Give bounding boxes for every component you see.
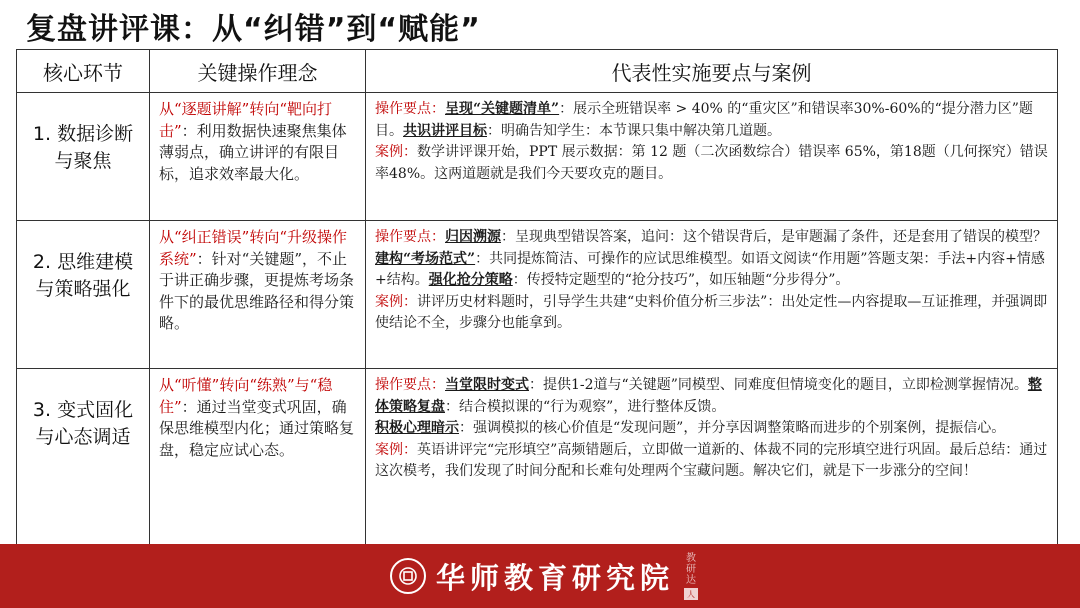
stage-title-line1: 1. 数据诊断 <box>32 123 134 145</box>
detail-keypoint: 当堂限时变式 <box>445 377 529 393</box>
detail-text: ：呈现典型错误答案，追问：这个错误背后，是审题漏了条件，还是套用了错误的模型？ <box>501 229 1047 245</box>
brand-name: 华师教育研究院 <box>436 560 675 595</box>
idea-highlight: 从“听懂”转向“练熟”与“稳住” <box>159 376 333 416</box>
idea-text: ：针对“关键题”，不止于讲正确步骤，更提炼考场条件下的最优思维路径和得分策略。 <box>159 249 355 332</box>
case-detail-cell <box>366 221 1058 369</box>
detail-label: 操作要点： <box>375 101 445 117</box>
core-stage-cell <box>17 221 150 369</box>
core-stage-cell <box>17 93 150 221</box>
stage-title-line2: 与策略强化 <box>35 278 131 300</box>
header-cases: 代表性实施要点与案例 <box>366 50 1058 93</box>
idea-text: ：通过当堂变式巩固，确保思维模型内化；通过策略复盘，稳定应试心态。 <box>159 397 355 459</box>
detail-label: 操作要点： <box>375 229 445 245</box>
idea-text: ：利用数据快速聚焦集体薄弱点，确立讲评的有限目标，追求效率最大化。 <box>159 121 347 183</box>
detail-text: 讲评历史材料题时，引导学生共建“史料价值分析三步法”：出处定性—内容提取—互证推理，并强调即使结论不全，步骤分也能拿到。 <box>375 293 1048 331</box>
key-idea-cell <box>150 221 366 369</box>
idea-highlight: 从“逐题讲解”转向“靶向打击” <box>159 100 333 140</box>
brand <box>390 556 674 596</box>
detail-keypoint: 共识讲评目标 <box>403 122 487 139</box>
detail-keypoint: 强化抢分策略 <box>428 272 513 288</box>
footer-bar <box>0 544 1080 608</box>
table-row <box>17 369 1058 547</box>
core-stage-cell <box>17 369 150 547</box>
detail-keypoint: 整体策略复盘 <box>375 377 1042 415</box>
detail-label: 案例： <box>375 293 417 310</box>
detail-text: ：传授特定题型的“抢分技巧”，如压轴题“分步得分”。 <box>512 272 850 288</box>
detail-text: ：强调模拟的核心价值是“发现问题”，并分享因调整策略而进步的个别案例，提振信心。 <box>459 420 1006 436</box>
page-title: 复盘讲评课：从“纠错”到“赋能” <box>26 12 481 47</box>
detail-text: 英语讲评完“完形填空”高频错题后，立即做一道新的、体裁不同的完形填空进行巩固。最后总结：通过这次模考，我们发现了时间分配和长难句处理两个宝藏问题。解决它们，就是下一步涨分的空间！ <box>375 441 1048 479</box>
detail-text: ：结合模拟课的“行为观察”，进行整体反馈。 <box>445 398 726 415</box>
table-row <box>17 93 1058 221</box>
header-core-stage: 核心环节 <box>17 50 150 93</box>
case-detail-cell <box>366 369 1058 547</box>
key-idea-cell <box>150 369 366 547</box>
svg-text:达: 达 <box>686 575 696 586</box>
header-key-idea: 关键操作理念 <box>150 50 366 93</box>
detail-text: ：明确告知学生：本节课只集中解决第几道题。 <box>487 122 781 139</box>
detail-label: 案例： <box>375 144 417 160</box>
detail-keypoint: 呈现“关键题清单” <box>445 101 560 117</box>
svg-text:研: 研 <box>686 564 696 575</box>
detail-text: ：提供1-2道与“关键题”同模型、同难度但情境变化的题目，立即检测掌握情况。 <box>529 377 1028 393</box>
detail-text: ：展示全班错误率 > 40% 的“重灾区”和错误率30%-60%的“提分潜力区”题目。 <box>375 101 1033 139</box>
table-row <box>17 221 1058 369</box>
content-table <box>16 49 1058 547</box>
detail-text: ：共同提炼简洁、可操作的应试思维模型。如语文阅读“作用题”答题支架：手法+内容+情感+结构。 <box>375 250 1045 288</box>
detail-text: 数学讲评课开始，PPT 展示数据：第 12 题（二次函数综合）错误率 65%，第18题（几何探究）错误率48%。这两道题就是我们今天要攻克的题目。 <box>375 144 1048 182</box>
stage-title-line2: 与聚焦 <box>54 150 112 172</box>
stage-title-line1: 3. 变式固化 <box>32 399 134 421</box>
detail-label: 案例： <box>375 441 417 458</box>
stage-title-line2: 与心态调适 <box>35 426 131 448</box>
svg-text:人: 人 <box>687 590 695 599</box>
detail-keypoint: 归因溯源 <box>445 229 501 245</box>
detail-keypoint: 积极心理暗示 <box>375 420 459 436</box>
table-header-row <box>17 50 1058 93</box>
detail-keypoint: 建构“考场范式” <box>375 250 476 267</box>
stage-title-line1: 2. 思维建模 <box>32 251 134 273</box>
seal-stamp-icon <box>680 548 702 602</box>
key-idea-cell <box>150 93 366 221</box>
institute-logo-icon <box>390 558 426 594</box>
case-detail-cell <box>366 93 1058 221</box>
idea-highlight: 从“纠正错误”转向“升级操作系统” <box>159 228 348 268</box>
detail-label: 操作要点： <box>375 377 445 393</box>
svg-text:教: 教 <box>686 553 696 564</box>
